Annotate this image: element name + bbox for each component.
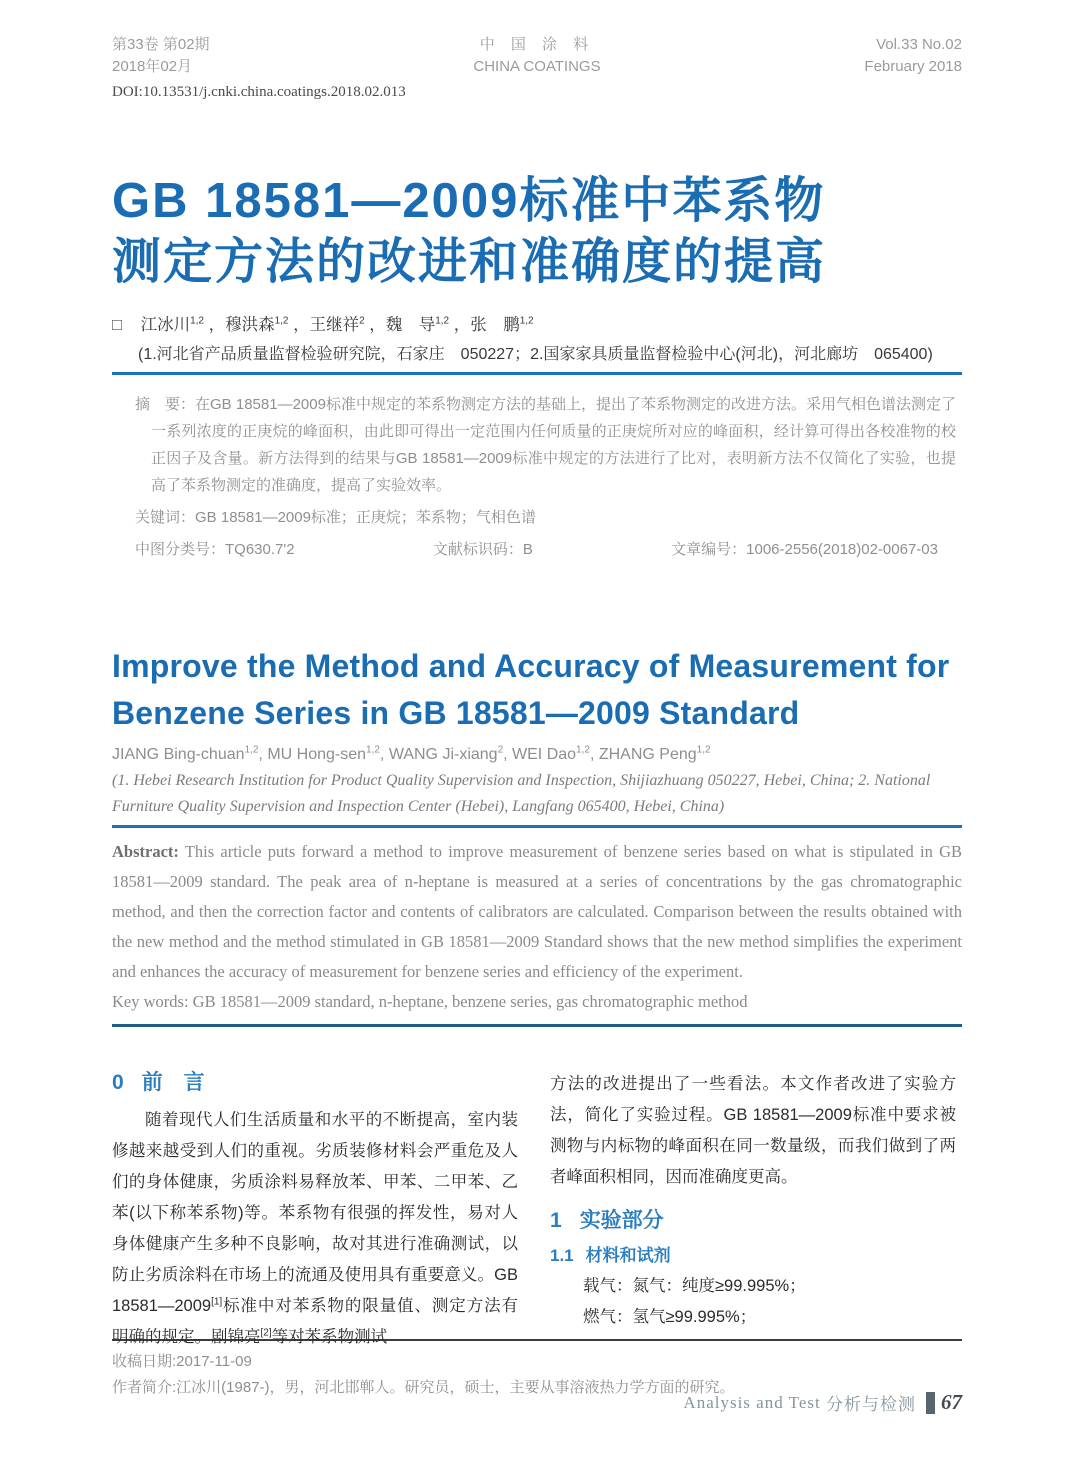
keywords-en-label: Key words: — [112, 992, 189, 1011]
column-left — [112, 1069, 518, 1346]
intro-paragraph-continued: 方法的改进提出了一些看法。本文作者改进了实验方法，简化了实验过程。GB 18581—2009标准中要求被测物与内标物的峰面积在同一数量级，而我们做到了两者峰面积相同，因而准确度更高。 — [550, 1075, 956, 1186]
reagent-line-2: 燃气：氢气≥99.995%； — [583, 1308, 757, 1326]
section-heading-1: 1 实验部分 — [550, 1209, 664, 1232]
abstract-cn-label: 摘 要： — [135, 396, 196, 413]
citation-ref-1: [1] — [211, 1296, 223, 1308]
article-title-cn — [112, 171, 962, 293]
page-number: 67 — [941, 1390, 962, 1414]
keywords-en-text: GB 18581—2009 standard, n-heptane, benzene series, gas chromatographic method — [188, 992, 748, 1011]
author-cn: ，穆洪森$^{1,2}$ — [208, 315, 289, 334]
doi: DOI:10.13531/j.cnki.china.coatings.2018.02.013 — [112, 84, 406, 100]
author-cn: ，魏 导$^{1,2}$ — [369, 315, 450, 334]
abstract-en-label: Abstract: — [112, 842, 179, 861]
article-id: 文章编号：1006-2556(2018)02-0067-03 — [671, 541, 938, 558]
abstract-cn-text: 在GB 18581—2009标准中规定的苯系物测定方法的基础上，提出了苯系物测定的改进方法。采用气相色谱法测定了一系列浓度的正庚烷的峰面积，由此即可得出一定范围内任何质量的正庚烷所对应的峰面积，经计算可得出各校准物的校正因子及含量。新方法得到的结果与GB 18581—2009标准中规定的方法进行了比对，表明新方法不仅简化了实验，也提高了苯系物测定的准确度，提高了实验效率。 — [151, 396, 956, 494]
abstract-cn — [135, 391, 956, 499]
authors-en — [112, 746, 962, 764]
journal-name-cn: 中 国 涂 料 — [479, 36, 595, 53]
author-en: , WANG Ji-xiang$^2$ — [379, 744, 504, 763]
header-right — [864, 34, 962, 78]
article-title-en — [112, 643, 962, 737]
volume-issue-en: Vol.33 No.02 — [876, 36, 962, 53]
subsection-heading-1-1: 1.1 材料和试剂 — [550, 1246, 671, 1265]
keywords-en — [112, 987, 962, 1017]
article-title-en-line1: Improve the Method and Accuracy of Measurement for — [112, 648, 950, 684]
keywords-cn-text: GB 18581—2009标准；正庚烷；苯系物；气相色谱 — [195, 509, 536, 526]
journal-name-en: CHINA COATINGS — [473, 58, 601, 75]
section-heading-0: 0 前 言 — [112, 1071, 205, 1094]
header-left — [112, 34, 210, 78]
column-right — [550, 1069, 956, 1326]
author-bio: 作者简介:江冰川(1987-)，男，河北邯郸人。研究员，硕士，主要从事溶液热力学方面的研究。 — [112, 1379, 735, 1396]
affiliation-en: (1. Hebei Research Institution for Product Quality Supervision and Inspection, Shijiazhuang 050227, Hebei, China; 2. National Furniture Quality Supervision and Inspection Center (Hebei), Langfang 065400, Hebei, China) — [112, 772, 931, 815]
abstract-cn-block — [135, 391, 956, 563]
keywords-cn-label: 关键词： — [135, 509, 196, 526]
citation-ref-2: [2] — [260, 1327, 272, 1339]
page-footer — [683, 1390, 962, 1415]
footer-bar-icon — [926, 1392, 935, 1414]
journal-header — [112, 34, 962, 78]
article-title-en-line2: Benzene Series in GB 18581—2009 Standard — [112, 695, 800, 731]
author-en: , WEI Dao$^{1,2}$ — [503, 744, 590, 763]
abstract-en-text: This article puts forward a method to improve measurement of benzene series based on what is stipulated in GB 18581—2009 standard. The peak area of n-heptane is measured at a series of concentrations by the gas chromatographic method, and then the correction factor and contents of calibrators are calculated. Comparison between the results obtained with the new method and the method stimulated in GB 18581—2009 Standard shows that the new method simplifies the experiment and enhances the accuracy of measurement for benzene series and efficiency of the experiment. — [112, 842, 962, 981]
volume-issue-cn: 第33卷 第02期 — [112, 36, 210, 53]
classification-row — [135, 536, 956, 563]
body-columns — [112, 1069, 962, 1346]
author-cn: 江冰川$^{1,2}$ — [140, 315, 204, 334]
article-title-cn-line2: 测定方法的改进和准确度的提高 — [112, 235, 827, 289]
clc-number: 中图分类号：TQ630.7'2 — [135, 541, 295, 558]
reagent-line-1: 载气：氮气：纯度≥99.995%； — [583, 1277, 806, 1295]
divider-blue-top — [112, 372, 962, 375]
abstract-en — [112, 837, 962, 987]
author-en: , MU Hong-sen$^{1,2}$ — [258, 744, 380, 763]
authors-cn — [112, 311, 962, 335]
header-center — [473, 34, 600, 78]
document-code: 文献标识码：B — [432, 541, 533, 558]
author-marker-icon: □ — [112, 316, 122, 334]
author-en: JIANG Bing-chuan$^{1,2}$ — [112, 744, 259, 763]
divider-dark — [112, 1024, 962, 1027]
footer-section-en: Analysis and Test — [683, 1392, 821, 1412]
author-en: , ZHANG Peng$^{1,2}$ — [589, 744, 711, 763]
received-date: 收稿日期:2017-11-09 — [112, 1353, 252, 1370]
affiliation-cn: (1.河北省产品质量监督检验研究院，石家庄 050227；2.国家家具质量监督检验中心(河北)，河北廊坊 065400) — [138, 346, 933, 363]
keywords-cn — [135, 504, 956, 531]
intro-paragraph: 随着现代人们生活质量和水平的不断提高，室内装修越来越受到人们的重视。劣质装修材料会严重危及人们的身体健康，劣质涂料易释放苯、甲苯、二甲苯、乙苯(以下称苯系物)等。苯系物有很强的挥发性，易对人身体健康产生多种不良影响，故对其进行准确测试，以防止劣质涂料在市场上的流通及使用具有重要意义。GB 18581—2009[1]标准中对苯系物的限量值、测定方法有明确的规定。剧锦亮[2]等对苯系物测试 — [112, 1111, 518, 1346]
author-cn: ，王继祥$^2$ — [293, 315, 365, 334]
date-en: February 2018 — [864, 58, 962, 75]
divider-blue-middle — [112, 825, 962, 828]
date-cn: 2018年02月 — [112, 58, 193, 75]
article-title-cn-line1: GB 18581—2009标准中苯系物 — [112, 174, 826, 228]
author-cn: ，张 鹏$^{1,2}$ — [453, 315, 534, 334]
footer-section-cn: 分析与检测 — [826, 1395, 916, 1414]
